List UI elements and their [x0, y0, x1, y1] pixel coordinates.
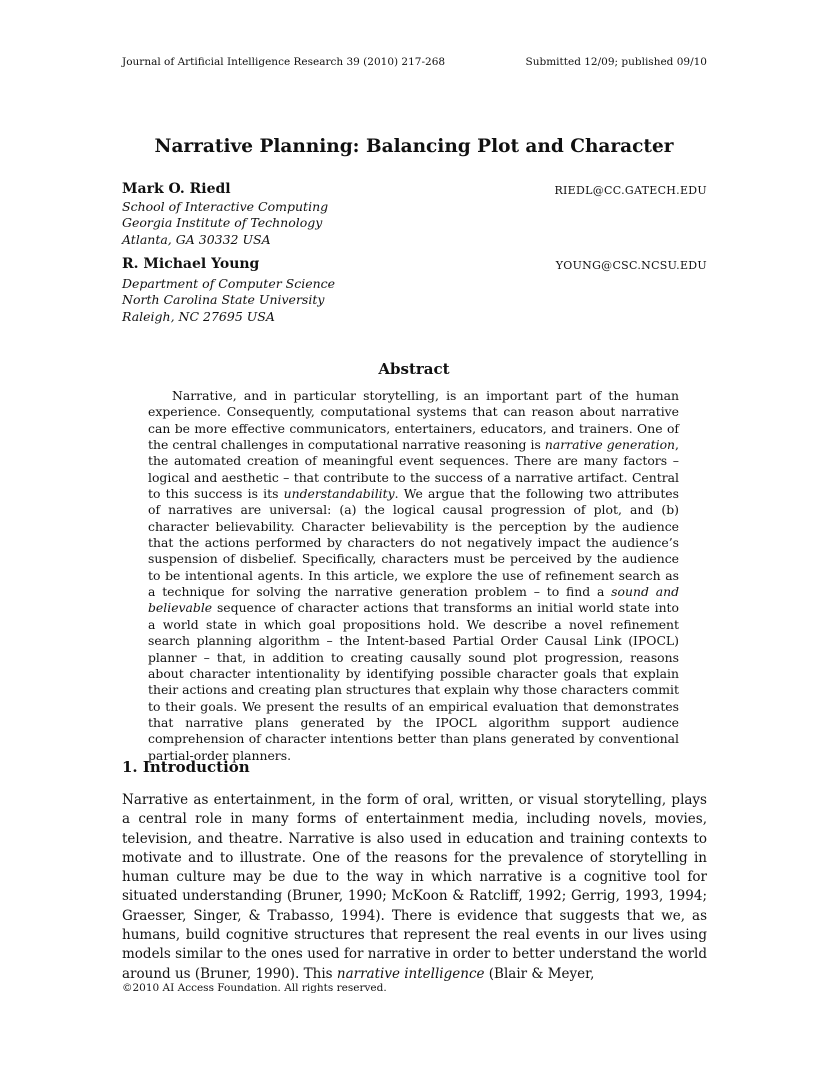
- author-affiliation-1: [122, 199, 328, 248]
- author-affiliation-2: [122, 276, 335, 325]
- introduction-paragraph: Narrative as entertainment, in the form of oral, written, or visual storytelling, plays a central role in many forms of entertainment media, including novels, movies, television, and theatre. Narrative is also used in education and training contexts to motivate and to illustrate. One of the reasons for the prevalence of storytelling in human culture may be due to the way in which narrative is a cognitive tool for situated understanding (Bruner, 1990; McKoon & Ratcliff, 1992; Gerrig, 1993, 1994; Graesser, Singer, & Trabasso, 1994). There is evidence that suggests that we, as humans, build cognitive structures that represent the real events in our lives using models similar to the ones used for narrative in order to better understand the world around us (Bruner, 1990). This narrative intelligence (Blair & Meyer,: [122, 792, 707, 982]
- abstract-heading: Abstract: [378, 360, 450, 378]
- author-name-1: Mark O. Riedl: [122, 181, 231, 197]
- emphasis: narrative generation: [544, 437, 676, 453]
- submission-dates: Submitted 12/09; published 09/10: [525, 56, 707, 68]
- affiliation-line: North Carolina State University: [122, 292, 325, 308]
- copyright-footer: ©2010 AI Access Foundation. All rights reserved.: [122, 982, 387, 994]
- author-name-2: R. Michael Young: [122, 256, 260, 272]
- emphasis: narrative intelligence: [336, 965, 485, 982]
- emphasis: sound and believable: [148, 584, 679, 616]
- affiliation-line: Georgia Institute of Technology: [122, 215, 323, 231]
- abstract-text: Narrative, and in particular storytelling, is an important part of the human experience. Consequently, computational systems that can reason about narrative can be more effective communicators, entertainers, educators, and trainers. One of the central challenges in computational narrative reasoning is narrative generation, the automated creation of meaningful event sequences. There are many factors – logical and aesthetic – that contribute to the success of a narrative artifact. Central to this success is its understandability. We argue that the following two attributes of narratives are universal: (a) the logical causal progression of plot, and (b) character believability. Character believability is the perception by the audience that the actions performed by characters do not negatively impact the audience’s suspension of disbelief. Specifically, characters must be perceived by the audience to be intentional agents. In this article, we explore the use of refinement search as a technique for solving the narrative generation problem – to find a sound and believable sequence of character actions that transforms an initial world state into a world state in which goal propositions hold. We describe a novel refinement search planning algorithm – the Intent-based Partial Order Causal Link (IPOCL) planner – that, in addition to creating causally sound plot progression, reasons about character intentionality by identifying possible character goals that explain their actions and creating plan structures that explain why those characters commit to their goals. We present the results of an empirical evaluation that demonstrates that narrative plans generated by the IPOCL algorithm support audience comprehension of character intentions better than plans generated by conventional partial-order planners.: [148, 388, 679, 763]
- affiliation-line: Atlanta, GA 30332 USA: [122, 231, 271, 247]
- journal-header: Journal of Artificial Intelligence Research 39 (2010) 217-268: [122, 56, 446, 68]
- affiliation-line: School of Interactive Computing: [122, 199, 329, 214]
- affiliation-line: Raleigh, NC 27695 USA: [122, 308, 275, 324]
- author-email-1[interactable]: RIEDL@CC.GATECH.EDU: [554, 184, 707, 197]
- section-heading-introduction: 1. Introduction: [122, 758, 250, 776]
- emphasis: understandability: [283, 486, 395, 502]
- affiliation-line: Department of Computer Science: [122, 276, 336, 291]
- paper-title: Narrative Planning: Balancing Plot and Character: [154, 136, 674, 157]
- author-email-2[interactable]: YOUNG@CSC.NCSU.EDU: [555, 259, 707, 272]
